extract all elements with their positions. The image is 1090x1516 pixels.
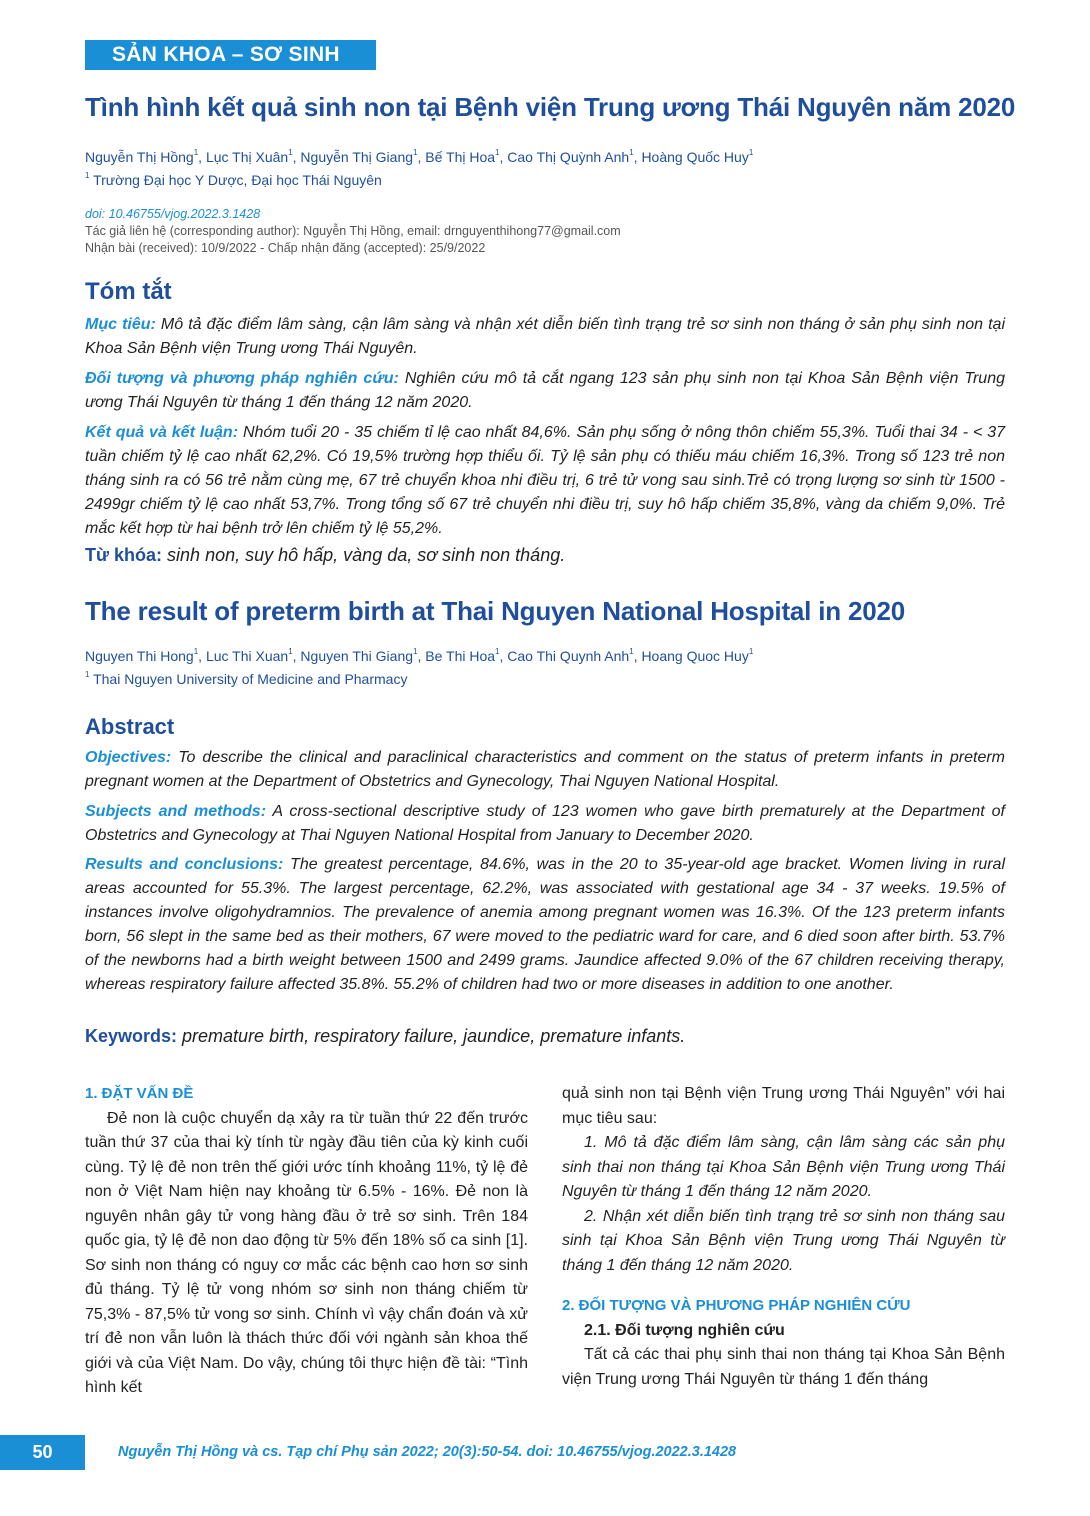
abstract-heading-en: Abstract bbox=[85, 714, 175, 739]
affiliation-marker: 1 bbox=[629, 647, 634, 656]
affiliation-marker: 1 bbox=[629, 148, 634, 157]
author-name: Hoang Quoc Huy bbox=[641, 648, 749, 664]
objective-label: Mục tiêu: bbox=[85, 316, 156, 333]
section-heading-introduction: 1. ĐẶT VẤN ĐỀ bbox=[85, 1085, 194, 1102]
article-title-en: The result of preterm birth at Thai Nguyen National Hospital in 2020 bbox=[85, 596, 905, 626]
keywords-label: Keywords: bbox=[85, 1026, 178, 1046]
affiliation-marker: 1 bbox=[495, 647, 500, 656]
affiliation-text: Thai Nguyen University of Medicine and Pharmacy bbox=[93, 671, 408, 687]
keywords-text: premature birth, respiratory failure, jaundice, premature infants. bbox=[177, 1026, 686, 1046]
subjects-paragraph: Tất cả các thai phụ sinh thai non tháng tại Khoa Sản Bệnh viện Trung ương Thái Nguyên từ tháng 1 đến tháng bbox=[562, 1346, 1005, 1388]
methods-label: Đối tượng và phương pháp nghiên cứu: bbox=[85, 370, 399, 387]
objective-label: Objectives: bbox=[85, 749, 172, 766]
keywords-en bbox=[85, 1026, 685, 1047]
body-column-left bbox=[85, 1082, 528, 1401]
abstract-heading-vi: Tóm tắt bbox=[85, 278, 172, 305]
article-meta bbox=[85, 206, 621, 257]
author-list-en: Nguyen Thi Hong$^1$, Luc Thi Xuan$^1$, Nguyen Thi Giang$^1$, Be Thi Hoa$^1$, Cao Thi Quynh Anh$^1$, Hoang Quoc Huy$^1$ bbox=[85, 647, 754, 664]
results-en bbox=[85, 853, 1005, 997]
affiliation-marker: 1 bbox=[85, 670, 90, 679]
doi-link[interactable]: doi: 10.46755/vjog.2022.3.1428 bbox=[85, 207, 261, 221]
author-name: Lục Thị Xuân bbox=[205, 149, 289, 165]
author-name: Nguyen Thi Hong bbox=[85, 648, 194, 664]
objective-vi bbox=[85, 313, 1005, 361]
affiliation-marker: 1 bbox=[85, 171, 90, 180]
submission-dates: Nhận bài (received): 10/9/2022 - Chấp nhận đăng (accepted): 25/9/2022 bbox=[85, 241, 486, 255]
results-text: Nhóm tuổi 20 - 35 chiếm tỉ lệ cao nhất 84,6%. Sản phụ sống ở nông thôn chiếm 55,3%. Tuổi thai 34 - < 37 tuần chiếm tỷ lệ cao nhất 62,2%. Có 19,5% trường hợp thiểu ối. Tỷ lệ sản phụ có thiếu máu chiếm 16,3%. Trong số 123 trẻ non tháng sinh ra có 56 trẻ nằm cùng mẹ, 67 trẻ chuyển khoa nhi điều trị, 6 trẻ tử vong sau sinh.Trẻ có trọng lượng sơ sinh từ 1500 - 2499gr chiếm tỷ lệ cao nhất 53,7%. Trong tổng số 67 trẻ chuyển nhi điều trị, suy hô hấp chiếm 35,8%, vàng da chiếm 9,0%. Trẻ mắc kết hợp từ hai bệnh trở lên chiếm tỷ lệ 55,2%. bbox=[85, 424, 1006, 537]
author-name: Nguyen Thi Giang bbox=[300, 648, 414, 664]
methods-label: Subjects and methods: bbox=[85, 803, 267, 820]
corresponding-author: Tác giả liên hệ (corresponding author): Nguyễn Thị Hồng, email: drnguyenthihong77@gmail.com bbox=[85, 224, 621, 238]
methods-vi bbox=[85, 367, 1005, 415]
author-list-vi: Nguyễn Thị Hồng$^1$, Lục Thị Xuân$^1$, Nguyễn Thị Giang$^1$, Bế Thị Hoa$^1$, Cao Thị Quỳnh Anh$^1$, Hoàng Quốc Huy$^1$ bbox=[85, 148, 754, 165]
article-title-vi: Tình hình kết quả sinh non tại Bệnh viện Trung ương Thái Nguyên năm 2020 bbox=[85, 92, 1016, 122]
section-banner: SẢN KHOA – SƠ SINH bbox=[85, 40, 376, 70]
results-text: The greatest percentage, 84.6%, was in the 20 to 35-year-old age bracket. Women living in rural areas accounted for 55.3%. The largest percentage, 62.2%, was associated with gestational age 34 - 37 weeks. 19.5% of instances involve oligohydramnios. The prevalence of anemia among pregnant women was 16.3%. Of the 123 preterm infants born, 56 slept in the same bed as their mothers, 67 were moved to the pediatric ward for care, and 6 died soon after birth. 53.7% of the newborns had a birth weight between 1500 and 2499 grams. Jaundice affected 9.0% of the 67 children receiving therapy, whereas respiratory failure affected 35.8%. 55.2% of children had two or more diseases in addition to one another. bbox=[85, 856, 1005, 993]
affiliation-marker: 1 bbox=[748, 148, 754, 157]
objective-en bbox=[85, 746, 1005, 794]
aim-item-2: 2. Nhận xét diễn biến tình trạng trẻ sơ sinh non tháng sau sinh tại Khoa Sản Bệnh viện Trung ương Thái Nguyên từ tháng 1 đến tháng 12 năm 2020. bbox=[562, 1207, 1005, 1274]
affiliation-marker: 1 bbox=[193, 647, 199, 656]
author-name: Nguyễn Thị Giang bbox=[300, 149, 414, 165]
subsection-heading-subjects: 2.1. Đối tượng nghiên cứu bbox=[584, 1321, 785, 1339]
author-name: Nguyễn Thị Hồng bbox=[85, 149, 194, 165]
introduction-paragraph: Đẻ non là cuộc chuyển dạ xảy ra từ tuần thứ 22 đến trước tuần thứ 37 của thai kỳ tính từ ngày đầu tiên của kỳ kinh cuối cùng. Tỷ lệ đẻ non trên thế giới ước tính khoảng 11%, tỷ lệ đẻ non ở Việt Nam hiện nay khoảng từ 6.5% - 16%. Đẻ non là nguyên nhân gây tử vong hàng đầu ở trẻ sơ sinh. Trên 184 quốc gia, tỷ lệ đẻ non dao động từ 5% đến 18% số ca sinh [1]. Sơ sinh non tháng có nguy cơ mắc các bệnh cao hơn sơ sinh đủ tháng. Tỷ lệ tử vong nhóm sơ sinh non tháng chiếm từ 75,3% - 87,5% tử vong sơ sinh. Chính vì vậy chẩn đoán và xử trí đẻ non vẫn luôn là thách thức đối với ngành sản khoa thế giới và của Việt Nam. Do vậy, chúng tôi thực hiện đề tài: “Tình hình kết bbox=[85, 1109, 528, 1396]
results-label: Results and conclusions: bbox=[85, 856, 284, 873]
body-column-right bbox=[562, 1082, 1005, 1392]
affiliation-en bbox=[85, 671, 407, 687]
affiliation-marker: 1 bbox=[288, 148, 293, 157]
author-name: Luc Thi Xuan bbox=[205, 648, 289, 664]
objective-text: Mô tả đặc điểm lâm sàng, cận lâm sàng và nhận xét diễn biến tình trạng trẻ sơ sinh non tháng ở sản phụ sinh non tại Khoa Sản Bệnh viện Trung ương Thái Nguyên. bbox=[85, 316, 1006, 357]
results-label: Kết quả và kết luận: bbox=[85, 424, 239, 441]
affiliation-marker: 1 bbox=[748, 647, 754, 656]
methods-text: A cross-sectional descriptive study of 123 women who gave birth prematurely at the Department of Obstetrics and Gynecology at Thai Nguyen National Hospital from January to December 2020. bbox=[85, 803, 1006, 844]
keywords-label: Từ khóa: bbox=[85, 545, 163, 565]
affiliation-marker: 1 bbox=[193, 148, 199, 157]
affiliation-text: Trường Đại học Y Dược, Đại học Thái Nguyên bbox=[93, 172, 382, 188]
introduction-continuation: quả sinh non tại Bệnh viện Trung ương Thái Nguyên” với hai mục tiêu sau: bbox=[562, 1085, 1005, 1127]
affiliation-marker: 1 bbox=[495, 148, 500, 157]
author-name: Bế Thị Hoa bbox=[425, 149, 496, 165]
author-name: Cao Thi Quynh Anh bbox=[507, 648, 630, 664]
author-name: Be Thi Hoa bbox=[425, 648, 496, 664]
methods-text: Nghiên cứu mô tả cắt ngang 123 sản phụ sinh non tại Khoa Sản Bệnh viện Trung ương Thái Nguyên từ tháng 1 đến tháng 12 năm 2020. bbox=[85, 370, 1005, 411]
affiliation-marker: 1 bbox=[288, 647, 293, 656]
objective-text: To describe the clinical and paraclinical characteristics and comment on the status of preterm infants in preterm pregnant women at the Department of Obstetrics and Gynecology, Thai Nguyen National Hospital. bbox=[85, 749, 1005, 790]
aim-item-1: 1. Mô tả đặc điểm lâm sàng, cận lâm sàng các sản phụ sinh thai non tháng tại Khoa Sản Bệnh viện Trung ương Thái Nguyên từ tháng 1 đến tháng 12 năm 2020. bbox=[562, 1134, 1005, 1200]
keywords-vi bbox=[85, 545, 565, 566]
page-number: 50 bbox=[0, 1435, 85, 1470]
section-heading-methods: 2. ĐỐI TƯỢNG VÀ PHƯƠNG PHÁP NGHIÊN CỨU bbox=[562, 1297, 911, 1314]
affiliation-marker: 1 bbox=[413, 647, 418, 656]
keywords-text: sinh non, suy hô hấp, vàng da, sơ sinh non tháng. bbox=[162, 545, 566, 565]
results-vi bbox=[85, 421, 1005, 541]
author-name: Hoàng Quốc Huy bbox=[641, 149, 749, 165]
methods-en bbox=[85, 800, 1005, 848]
author-name: Cao Thị Quỳnh Anh bbox=[507, 149, 630, 165]
affiliation-marker: 1 bbox=[413, 148, 418, 157]
footer-citation: Nguyễn Thị Hồng và cs. Tạp chí Phụ sản 2022; 20(3):50-54. doi: 10.46755/vjog.2022.3.1428 bbox=[118, 1444, 737, 1460]
affiliation-vi bbox=[85, 172, 382, 188]
